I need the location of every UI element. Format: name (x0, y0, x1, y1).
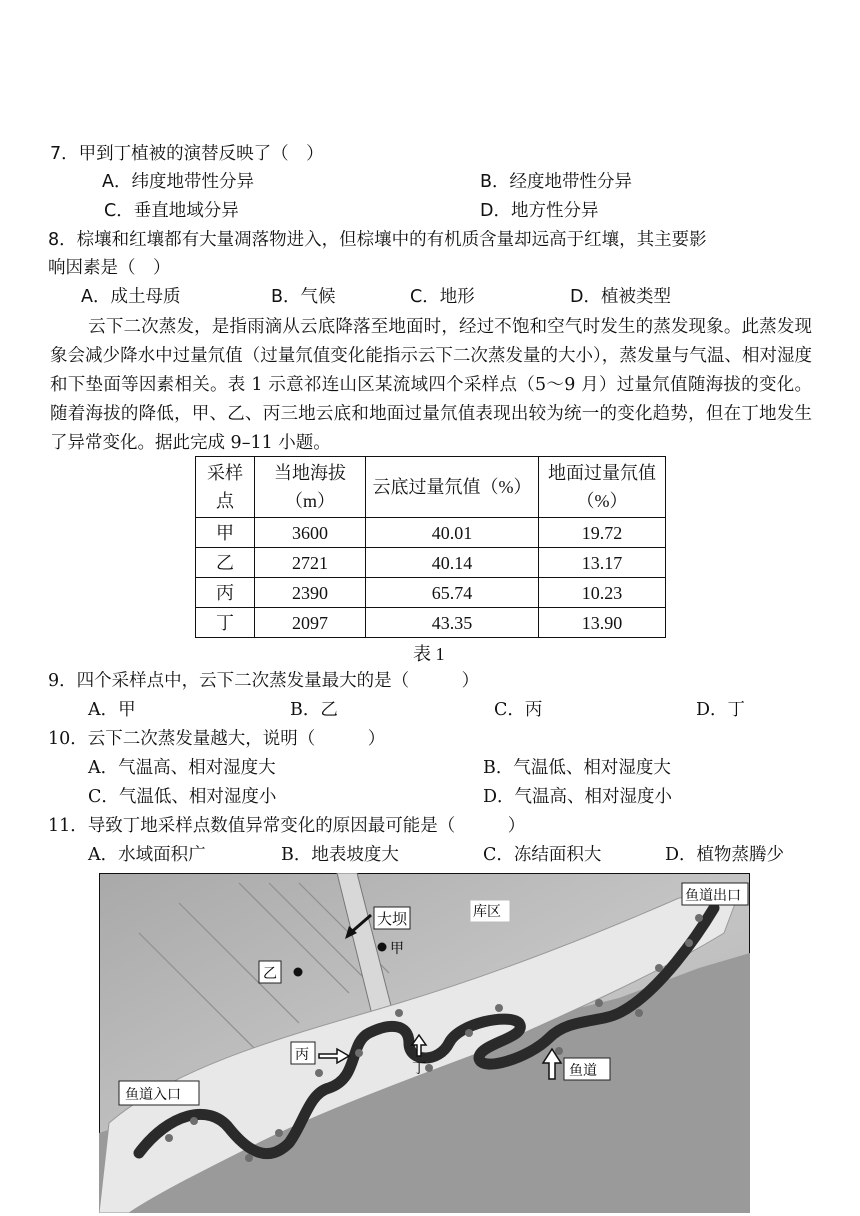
q10-option-b: B．气温低、相对湿度大 (483, 758, 671, 778)
table-row (196, 578, 666, 608)
label-fishway-exit (682, 883, 748, 905)
q11-option-d: D．植物蒸腾少 (665, 845, 785, 865)
q7-option-a: A．纬度地带性分异 (102, 172, 254, 192)
table-cell: 10.23 (539, 578, 666, 608)
table-cell: 13.90 (539, 608, 666, 638)
table-header (196, 457, 255, 518)
table-cell: 2097 (255, 608, 366, 638)
q10-stem: 10．云下二次蒸发量越大，说明（ ） (48, 729, 386, 749)
label-dam-text: 大坝 (377, 910, 408, 928)
label-reservoir (470, 900, 510, 922)
table-cell: 3600 (255, 518, 366, 548)
q8-option-c: C．地形 (410, 287, 475, 307)
table-cell: 40.14 (366, 548, 539, 578)
label-ding-text: 丁 (412, 1061, 426, 1077)
q9-option-c: C．丙 (494, 700, 543, 720)
q10-option-a: A．气温高、相对湿度大 (88, 758, 276, 778)
q7-stem: 7．甲到丁植被的演替反映了（ ） (50, 144, 324, 164)
q9-option-a: A．甲 (88, 700, 136, 720)
table-header: 云底过量氘值（%） (366, 457, 539, 518)
label-jia-text: 甲 (390, 941, 404, 957)
table-header (255, 457, 366, 518)
table-cell: 19.72 (539, 518, 666, 548)
q9-option-b: B．乙 (290, 700, 338, 720)
label-fishway-entrance-text: 鱼道入口 (125, 1087, 181, 1103)
table-header-row (196, 457, 666, 518)
q10-option-c: C．气温低、相对湿度小 (88, 787, 277, 807)
table-cell: 甲 (196, 518, 255, 548)
table-row (196, 608, 666, 638)
q7-option-b: B．经度地带性分异 (480, 172, 633, 192)
table-header-text: 当地海拔（m） (274, 463, 346, 511)
label-fishway-text: 鱼道 (569, 1063, 597, 1079)
q9-option-d: D．丁 (696, 700, 746, 720)
q8-option-d: D．植被类型 (570, 287, 671, 307)
label-reservoir-text: 库区 (473, 904, 501, 920)
q8-stem-line1: 8．棕壤和红壤都有大量凋落物进入，但棕壤中的有机质含量却远高于红壤，其主要影 (48, 230, 707, 250)
label-bing-text: 丙 (295, 1047, 309, 1063)
table-row (196, 548, 666, 578)
q9-stem: 9．四个采样点中，云下二次蒸发量最大的是（ ） (48, 671, 480, 691)
table-cell: 40.01 (366, 518, 539, 548)
sampling-table (195, 456, 666, 638)
label-yi-text: 乙 (263, 966, 277, 982)
q10-option-d: D．气温高、相对湿度小 (483, 787, 673, 807)
table-cell: 乙 (196, 548, 255, 578)
table-header-text: 地面过量氘值（%） (548, 463, 656, 511)
table-cell: 2390 (255, 578, 366, 608)
q8-option-a: A．成土母质 (81, 287, 181, 307)
label-fishway-exit-text: 鱼道出口 (685, 888, 741, 904)
q11-option-a: A．水域面积广 (88, 845, 206, 865)
table-header (539, 457, 666, 518)
label-dam (374, 907, 410, 929)
table-cell: 丙 (196, 578, 255, 608)
table-row (196, 518, 666, 548)
passage (50, 313, 812, 458)
q11-stem: 11．导致丁地采样点数值异常变化的原因最可能是（ ） (48, 816, 526, 836)
q7-option-d: D．地方性分异 (480, 201, 599, 221)
table-cell: 65.74 (366, 578, 539, 608)
passage-text: 云下二次蒸发，是指雨滴从云底降落至地面时，经过不饱和空气时发生的蒸发现象。此蒸发现象会减少降水中过量氘值（过量氘值变化能指示云下二次蒸发量的大小），蒸发量与气温、相对湿度和下垫面等因素相关。表 1 示意祁连山区某流域四个采样点（5～9 月）过量氘值随海拔的变化。随着海拔的降低，甲、乙、丙三地云底和地面过量氘值表现出较为统一的变化趋势，但在丁地发生了异常变化。据此完成 9–11 小题。 (50, 317, 812, 453)
q8-stem-line2: 响因素是（ ） (48, 258, 171, 278)
table-cell: 2721 (255, 548, 366, 578)
point-jia (378, 943, 387, 952)
table-cell: 43.35 (366, 608, 539, 638)
table-cell: 13.17 (539, 548, 666, 578)
q8-option-b: B．气候 (271, 287, 336, 307)
q11-option-c: C．冻结面积大 (483, 845, 602, 865)
label-fishway-entrance (119, 1081, 199, 1105)
point-yi (294, 968, 303, 977)
table-header-text: 采样点 (207, 463, 243, 511)
table-cell: 丁 (196, 608, 255, 638)
q11-option-b: B．地表坡度大 (281, 845, 399, 865)
table-caption: 表 1 (413, 644, 445, 664)
q7-option-c: C．垂直地域分异 (104, 201, 239, 221)
fishway-aerial-figure (99, 873, 750, 1213)
